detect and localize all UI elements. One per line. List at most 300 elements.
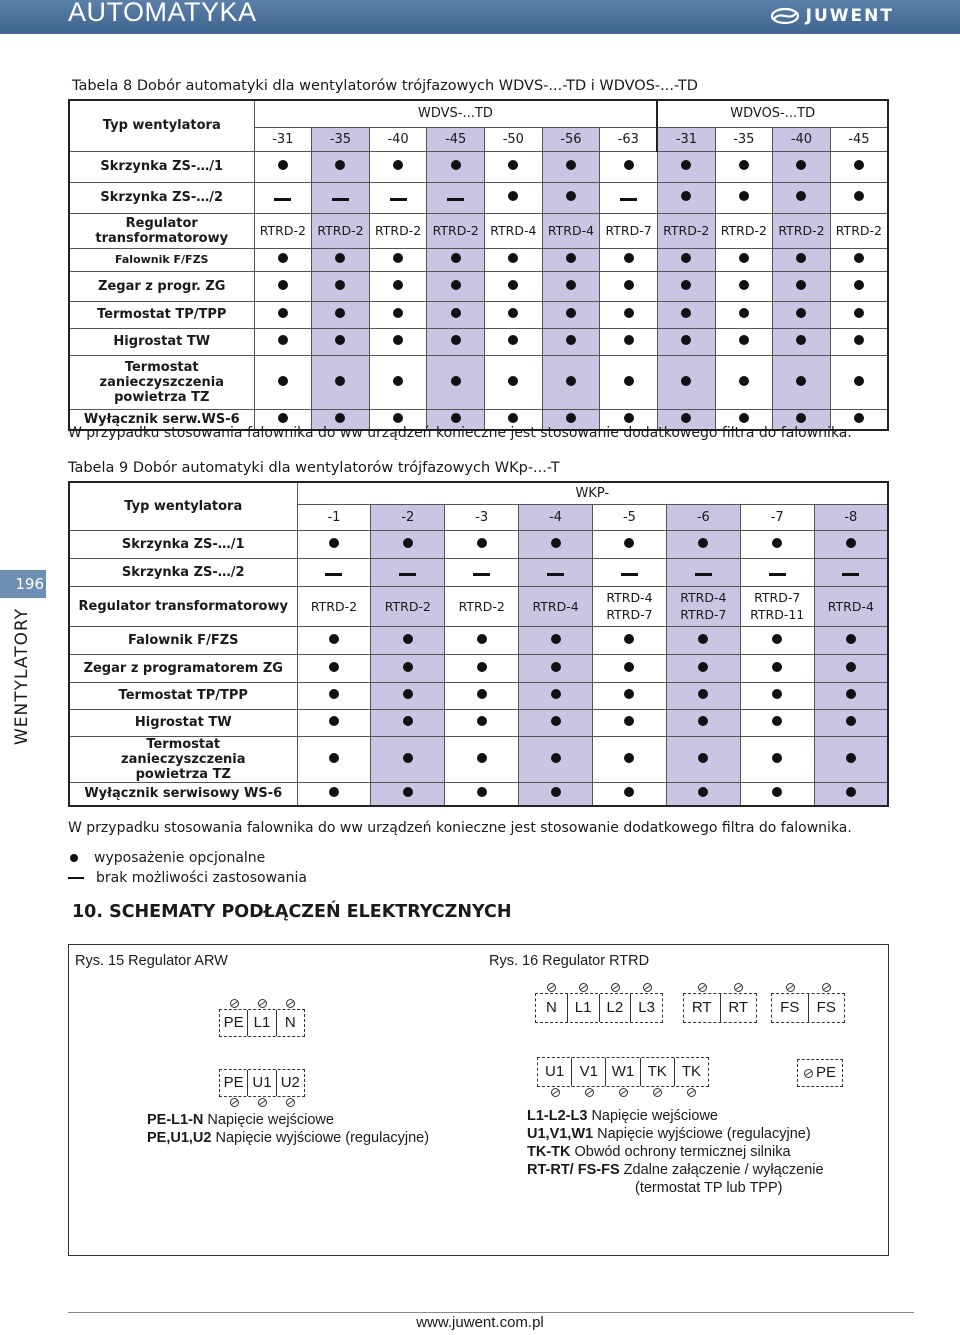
- table-cell: [740, 530, 814, 558]
- dot-icon: [403, 753, 413, 763]
- legend-not-applicable-text: brak możliwości zastosowania: [96, 870, 307, 886]
- screw-icon: [258, 1098, 267, 1107]
- dot-icon: [477, 787, 487, 797]
- footer-url: www.juwent.com.pl: [416, 1314, 544, 1331]
- table9-size-header: -2: [371, 504, 445, 530]
- table-cell: [773, 301, 831, 328]
- table-cell: [297, 558, 371, 586]
- dot-icon: [681, 191, 691, 201]
- row-label: Zegar z programatorem ZG: [69, 654, 297, 682]
- dot-icon: [477, 716, 487, 726]
- dot-icon: [624, 716, 634, 726]
- dot-icon: [846, 662, 856, 672]
- dash-icon: [620, 198, 637, 201]
- dot-icon: [566, 308, 576, 318]
- terminal-tk: TK: [640, 1058, 674, 1086]
- table-cell: [445, 558, 519, 586]
- table-cell: RTRD-2: [773, 213, 831, 248]
- table-cell: [600, 182, 658, 213]
- row-label: Termostat TP/TPP: [69, 682, 297, 709]
- dot-icon: [451, 376, 461, 386]
- dot-icon: [477, 634, 487, 644]
- dot-icon: [739, 376, 749, 386]
- table8-size-header: -45: [830, 127, 888, 151]
- table-cell: [427, 248, 485, 271]
- table-cell: RTRD-7 RTRD-11: [740, 586, 814, 626]
- table-cell: [740, 782, 814, 806]
- table-cell: [715, 182, 773, 213]
- table-cell: [519, 736, 593, 782]
- dot-icon: [772, 787, 782, 797]
- dot-icon: [451, 280, 461, 290]
- table-row: [69, 182, 888, 213]
- table-row: [69, 301, 888, 328]
- table-cell: [666, 709, 740, 736]
- dot-icon: [846, 753, 856, 763]
- table9-caption: Tabela 9 Dobór automatyki dla wentylatorów trójfazowych WKp-...-T: [68, 460, 560, 476]
- brand-mark-icon: [770, 7, 800, 25]
- table8: [68, 99, 889, 431]
- dot-icon: [335, 335, 345, 345]
- dot-icon: [846, 538, 856, 548]
- dot-icon: [772, 716, 782, 726]
- table-cell: RTRD-4: [485, 213, 543, 248]
- row-label: Skrzynka ZS-…/2: [69, 182, 254, 213]
- dot-icon: [854, 280, 864, 290]
- screw-icon: [611, 983, 620, 992]
- dot-icon: [624, 662, 634, 672]
- dot-icon: [854, 253, 864, 263]
- table-cell: [254, 301, 312, 328]
- table8-size-header: -35: [715, 127, 773, 151]
- table-cell: [542, 355, 600, 409]
- dot-icon: [335, 376, 345, 386]
- table-cell: [657, 301, 715, 328]
- table-row: [69, 736, 888, 782]
- dot-icon: [551, 689, 561, 699]
- terminal-fs: FS: [772, 994, 808, 1022]
- dot-icon: [551, 634, 561, 644]
- table-cell: [666, 736, 740, 782]
- table-cell: [830, 355, 888, 409]
- table-cell: [445, 782, 519, 806]
- table9-group: WKP-: [297, 482, 888, 504]
- table-cell: [445, 682, 519, 709]
- rtrd-output-terminal-block: [537, 1057, 709, 1087]
- rtrd-pe-terminal: [797, 1059, 843, 1087]
- terminal-w1: W1: [605, 1058, 639, 1086]
- table-cell: [371, 530, 445, 558]
- table9-size-header: -4: [519, 504, 593, 530]
- dot-icon: [393, 308, 403, 318]
- table-cell: [519, 709, 593, 736]
- screw-icon: [687, 1088, 696, 1097]
- table-cell: [519, 626, 593, 654]
- table8-size-header: -40: [369, 127, 427, 151]
- screw-icon: [822, 983, 831, 992]
- dot-icon: [681, 376, 691, 386]
- terminal-u1: U1: [247, 1070, 275, 1096]
- table-cell: [666, 654, 740, 682]
- dot-icon: [329, 716, 339, 726]
- dot-icon: [278, 308, 288, 318]
- table-cell: RTRD-4 RTRD-7: [593, 586, 667, 626]
- table-cell: [542, 182, 600, 213]
- dash-icon: [621, 573, 638, 576]
- table-row: [69, 271, 888, 301]
- table9-size-header: -7: [740, 504, 814, 530]
- dash-icon: [695, 573, 712, 576]
- screw-icon: [643, 983, 652, 992]
- rtrd-rt-terminal-block: [683, 993, 757, 1023]
- screw-icon: [547, 983, 556, 992]
- screw-icon: [698, 983, 707, 992]
- dot-icon: [329, 689, 339, 699]
- table-cell: [830, 182, 888, 213]
- terminal-tk: TK: [674, 1058, 708, 1086]
- table-cell: [666, 558, 740, 586]
- dot-icon: [508, 308, 518, 318]
- table-row: [69, 248, 888, 271]
- arw-output-terminal-block: [219, 1069, 305, 1097]
- table-cell: [519, 558, 593, 586]
- table-cell: [814, 530, 888, 558]
- table-cell: RTRD-2: [371, 586, 445, 626]
- table-cell: [427, 151, 485, 182]
- table-cell: [485, 248, 543, 271]
- terminal-u2: U2: [276, 1070, 304, 1096]
- fig16-desc-1: L1-L2-L3 Napięcie wejściowe: [527, 1108, 718, 1124]
- table-cell: [542, 151, 600, 182]
- dash-icon: [274, 198, 291, 201]
- dot-icon: [796, 413, 806, 423]
- table-cell: [814, 736, 888, 782]
- table-cell: RTRD-2: [369, 213, 427, 248]
- page-number: 196: [0, 570, 46, 598]
- table-cell: [593, 709, 667, 736]
- dot-icon: [772, 538, 782, 548]
- legend-dot-icon: [70, 854, 78, 862]
- table-cell: [371, 654, 445, 682]
- table-cell: [600, 248, 658, 271]
- table9-size-header: -1: [297, 504, 371, 530]
- dot-icon: [403, 634, 413, 644]
- row-label: Regulator transformatorowy: [69, 586, 297, 626]
- table-cell: RTRD-4: [542, 213, 600, 248]
- table-cell: [445, 736, 519, 782]
- table8-size-header: -35: [312, 127, 370, 151]
- fig15-desc-2: PE,U1,U2 Napięcie wyjściowe (regulacyjne): [147, 1130, 430, 1146]
- table-cell: [297, 530, 371, 558]
- row-label: Zegar z progr. ZG: [69, 271, 254, 301]
- dash-icon: [547, 573, 564, 576]
- dot-icon: [551, 787, 561, 797]
- table-cell: [740, 558, 814, 586]
- table-cell: [593, 558, 667, 586]
- dash-icon: [447, 198, 464, 201]
- table-cell: [312, 355, 370, 409]
- table-cell: [445, 530, 519, 558]
- dot-icon: [698, 753, 708, 763]
- table-cell: [715, 271, 773, 301]
- table-cell: [485, 182, 543, 213]
- dot-icon: [772, 689, 782, 699]
- table-cell: [542, 271, 600, 301]
- table-cell: [593, 736, 667, 782]
- table-cell: [773, 271, 831, 301]
- dot-icon: [796, 160, 806, 170]
- dot-icon: [681, 160, 691, 170]
- table-cell: [715, 355, 773, 409]
- table-cell: [427, 355, 485, 409]
- dot-icon: [854, 160, 864, 170]
- table-cell: [369, 301, 427, 328]
- dot-icon: [772, 662, 782, 672]
- dot-icon: [846, 689, 856, 699]
- dot-icon: [477, 689, 487, 699]
- dot-icon: [393, 160, 403, 170]
- table-cell: [600, 301, 658, 328]
- table-cell: [519, 682, 593, 709]
- dot-icon: [739, 160, 749, 170]
- table-cell: [519, 654, 593, 682]
- section-title: AUTOMATYKA: [68, 0, 257, 27]
- dot-icon: [854, 308, 864, 318]
- side-section-text: WENTYLATORY: [12, 607, 32, 745]
- dot-icon: [796, 280, 806, 290]
- table-cell: [312, 151, 370, 182]
- dot-icon: [278, 335, 288, 345]
- dot-icon: [566, 160, 576, 170]
- table-cell: RTRD-2: [297, 586, 371, 626]
- row-label: Wyłącznik serwisowy WS-6: [69, 782, 297, 806]
- table-cell: [485, 301, 543, 328]
- dot-icon: [739, 413, 749, 423]
- table-cell: [830, 328, 888, 355]
- dot-icon: [278, 160, 288, 170]
- table8-size-header: -31: [657, 127, 715, 151]
- table-cell: [740, 736, 814, 782]
- dot-icon: [451, 413, 461, 423]
- dot-icon: [698, 716, 708, 726]
- table-cell: [600, 151, 658, 182]
- dot-icon: [739, 308, 749, 318]
- dot-icon: [772, 753, 782, 763]
- dot-icon: [796, 191, 806, 201]
- table8-size-header: -40: [773, 127, 831, 151]
- dot-icon: [698, 787, 708, 797]
- table-cell: [445, 709, 519, 736]
- table9-size-header: -6: [666, 504, 740, 530]
- table-cell: [657, 151, 715, 182]
- table-cell: [814, 782, 888, 806]
- dot-icon: [403, 716, 413, 726]
- table-cell: [369, 271, 427, 301]
- table-cell: [485, 355, 543, 409]
- dot-icon: [796, 376, 806, 386]
- table-cell: [369, 355, 427, 409]
- table-row: [69, 654, 888, 682]
- dot-icon: [698, 634, 708, 644]
- terminal-pe: PE: [798, 1060, 842, 1086]
- table-row: [69, 709, 888, 736]
- dot-icon: [681, 253, 691, 263]
- table-cell: RTRD-2: [657, 213, 715, 248]
- table-cell: [773, 248, 831, 271]
- screw-icon: [286, 999, 295, 1008]
- table-row: [69, 682, 888, 709]
- dot-icon: [566, 335, 576, 345]
- row-label: Higrostat TW: [69, 709, 297, 736]
- dot-icon: [739, 253, 749, 263]
- dot-icon: [796, 308, 806, 318]
- dot-icon: [329, 753, 339, 763]
- dot-icon: [796, 335, 806, 345]
- table-cell: [427, 328, 485, 355]
- table9-size-header: -3: [445, 504, 519, 530]
- dot-icon: [508, 335, 518, 345]
- screw-icon: [585, 1088, 594, 1097]
- table-cell: [371, 626, 445, 654]
- dot-icon: [278, 413, 288, 423]
- table-cell: [830, 248, 888, 271]
- dot-icon: [403, 787, 413, 797]
- table-cell: [814, 654, 888, 682]
- dot-icon: [278, 280, 288, 290]
- table-cell: [593, 654, 667, 682]
- dot-icon: [477, 662, 487, 672]
- table-row: [69, 328, 888, 355]
- table-cell: [485, 151, 543, 182]
- table-cell: [254, 248, 312, 271]
- table9-size-header: -8: [814, 504, 888, 530]
- dot-icon: [508, 413, 518, 423]
- terminal-fs: FS: [808, 994, 845, 1022]
- table-cell: RTRD-4: [814, 586, 888, 626]
- table-cell: [740, 682, 814, 709]
- table-cell: [371, 709, 445, 736]
- table-cell: [371, 736, 445, 782]
- dot-icon: [508, 160, 518, 170]
- table-cell: [369, 182, 427, 213]
- table8-group1: WDVS-...TD: [254, 100, 657, 127]
- screw-icon: [619, 1088, 628, 1097]
- dot-icon: [624, 634, 634, 644]
- table-row: [69, 782, 888, 806]
- dot-icon: [846, 634, 856, 644]
- table8-type-label: Typ wentylatora: [69, 100, 254, 151]
- table-cell: RTRD-7: [600, 213, 658, 248]
- dot-icon: [739, 191, 749, 201]
- dash-icon: [390, 198, 407, 201]
- table-cell: [485, 328, 543, 355]
- table-cell: [371, 682, 445, 709]
- dot-icon: [681, 308, 691, 318]
- table-cell: [593, 530, 667, 558]
- dot-icon: [335, 308, 345, 318]
- dot-icon: [854, 376, 864, 386]
- dot-icon: [335, 413, 345, 423]
- dot-icon: [681, 413, 691, 423]
- dot-icon: [508, 253, 518, 263]
- dot-icon: [846, 716, 856, 726]
- dot-icon: [698, 538, 708, 548]
- dot-icon: [854, 413, 864, 423]
- table-row: [69, 626, 888, 654]
- table-row: [69, 151, 888, 182]
- dot-icon: [624, 335, 634, 345]
- dot-icon: [796, 253, 806, 263]
- table-row: [69, 355, 888, 409]
- row-label: Termostat zanieczyszczenia powietrza TZ: [69, 355, 254, 409]
- table-cell: [657, 182, 715, 213]
- terminal-u1: U1: [538, 1058, 571, 1086]
- terminal-v1: V1: [571, 1058, 605, 1086]
- header-bar: [0, 0, 960, 34]
- table8-size-header: -31: [254, 127, 312, 151]
- table-cell: [297, 654, 371, 682]
- dot-icon: [335, 253, 345, 263]
- row-label: Regulator transformatorowy: [69, 213, 254, 248]
- row-label: Skrzynka ZS-…/1: [69, 530, 297, 558]
- dot-icon: [566, 280, 576, 290]
- table-cell: RTRD-2: [427, 213, 485, 248]
- table-cell: [312, 182, 370, 213]
- row-label: Falownik F/FZS: [69, 626, 297, 654]
- table-cell: [485, 271, 543, 301]
- table-cell: [297, 682, 371, 709]
- dot-icon: [393, 253, 403, 263]
- dot-icon: [624, 753, 634, 763]
- table-cell: [297, 709, 371, 736]
- rtrd-fs-terminal-block: [771, 993, 845, 1023]
- dot-icon: [624, 413, 634, 423]
- table-cell: RTRD-2: [715, 213, 773, 248]
- terminal-n: N: [276, 1010, 304, 1036]
- table-cell: [657, 328, 715, 355]
- brand-logo: [770, 3, 894, 29]
- table-cell: [657, 271, 715, 301]
- dot-icon: [393, 413, 403, 423]
- table-cell: [666, 530, 740, 558]
- row-label: Skrzynka ZS-…/2: [69, 558, 297, 586]
- legend-optional-text: wyposażenie opcjonalne: [94, 850, 266, 866]
- dot-icon: [624, 253, 634, 263]
- table-cell: [445, 626, 519, 654]
- fig16-title: Rys. 16 Regulator RTRD: [489, 953, 650, 969]
- table8-size-header: -50: [485, 127, 543, 151]
- dot-icon: [329, 787, 339, 797]
- table8-size-header: -63: [600, 127, 658, 151]
- table-cell: [666, 782, 740, 806]
- screw-icon: [653, 1088, 662, 1097]
- table9-type-label: Typ wentylatora: [69, 482, 297, 530]
- table-cell: [830, 271, 888, 301]
- dot-icon: [508, 376, 518, 386]
- rtrd-supply-terminal-block: [535, 993, 663, 1023]
- table-cell: [814, 709, 888, 736]
- arw-input-terminal-block: [219, 1009, 305, 1037]
- table-row: [69, 558, 888, 586]
- table-cell: [830, 301, 888, 328]
- table-cell: [369, 248, 427, 271]
- dot-icon: [335, 160, 345, 170]
- table-cell: [600, 355, 658, 409]
- dash-icon: [473, 573, 490, 576]
- table-cell: [600, 271, 658, 301]
- dot-icon: [329, 538, 339, 548]
- table-cell: [814, 558, 888, 586]
